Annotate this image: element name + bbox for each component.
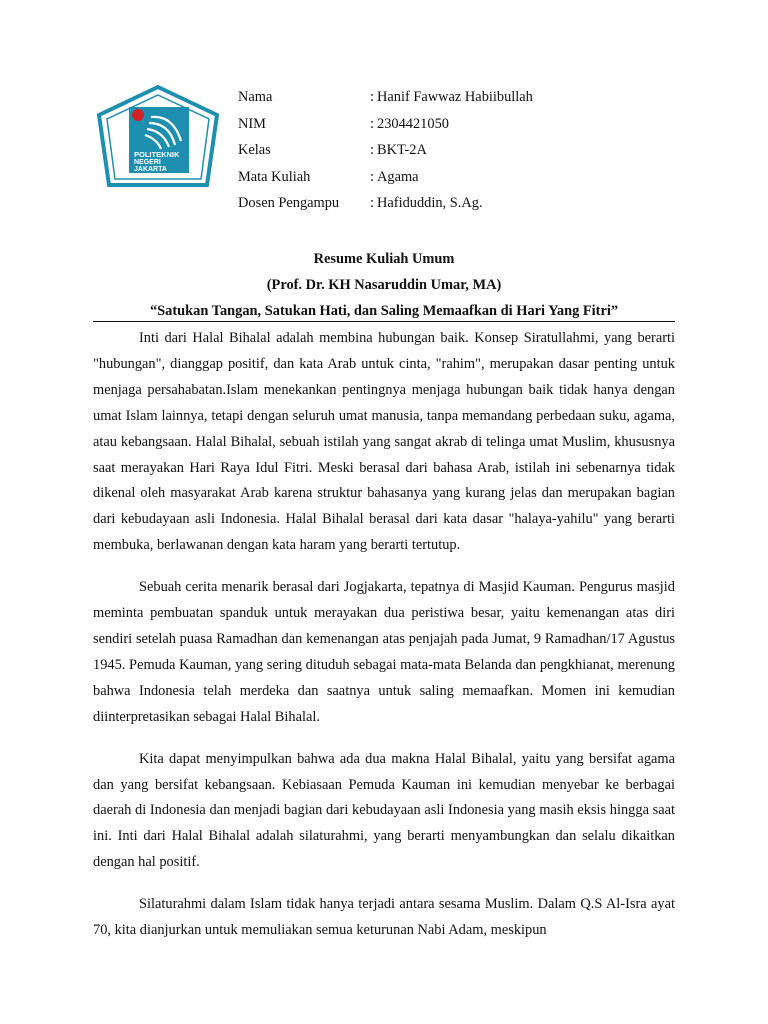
info-value: Hafiduddin, S.Ag.	[377, 195, 483, 212]
info-value: BKT-2A	[377, 142, 427, 159]
info-value: Hanif Fawwaz Habiibullah	[377, 89, 533, 105]
logo-text-line2: NEGERI	[134, 159, 161, 166]
student-info	[238, 84, 533, 217]
logo-text-line1: POLITEKNIK	[134, 150, 180, 159]
info-separator: :	[370, 195, 374, 212]
body-paragraph: Sebuah cerita menarik berasal dari Jogjakarta, tepatnya di Masjid Kauman. Pengurus masjid meminta pembuatan spanduk untuk merayakan dua peristiwa besar, yaitu kemenangan atas diri sendiri setelah puasa Ramadhan dan kemenangan atas penjajah pada Jumat, 9 Ramadhan/17 Agustus 1945. Pemuda Kauman, yang sering dituduh sebagai mata-mata Belanda dan pengkhianat, merenung bahwa Indonesia telah merdeka dan saatnya untuk saling memaafkan. Momen ini kemudian diinterpretasikan sebagai Halal Bihalal.	[93, 579, 675, 725]
title-divider	[93, 321, 675, 322]
info-row-class	[238, 137, 533, 164]
logo-red-dot	[132, 109, 144, 121]
body-paragraph: Silaturahmi dalam Islam tidak hanya terjadi antara sesama Muslim. Dalam Q.S Al-Isra ayat 70, kita dianjurkan untuk memuliakan semua keturunan Nabi Adam, meskipun	[93, 896, 675, 939]
body-paragraph: Inti dari Halal Bihalal adalah membina hubungan baik. Konsep Siratullahmi, yang berarti "hubungan", dianggap positif, dan kata Arab untuk cinta, "rahim", merupakan dasar penting untuk menjaga persahabatan.Islam menekankan pentingnya menjaga hubungan baik tidak hanya dengan umat Islam lainnya, tetapi dengan seluruh umat manusia, tanpa memandang perbedaan suku, agama, atau kebangsaan. Halal Bihalal, sebuah istilah yang sangat akrab di telinga umat Muslim, khususnya saat merayakan Hari Raya Idul Fitri. Meski berasal dari bahasa Arab, istilah ini sebenarnya tidak dikenal oleh masyarakat Arab karena struktur bahasanya yang kurang jelas dan merupakan bagian dari kebudayaan asli Indonesia. Halal Bihalal berasal dari kata dasar "halaya-yahilu" yang berarti membuka, berlawanan dengan kata haram yang berarti tertutup.	[93, 330, 675, 554]
title-line2: (Prof. Dr. KH Nasaruddin Umar, MA)	[266, 277, 502, 293]
resume-body	[93, 326, 675, 960]
info-row-course	[238, 164, 533, 191]
politeknik-negeri-jakarta-logo	[93, 85, 223, 191]
info-value: Agama	[377, 168, 419, 185]
info-row-nim	[238, 111, 533, 138]
info-label: Nama	[238, 89, 273, 105]
info-label: Dosen Pengampu	[238, 195, 340, 212]
info-row-name	[238, 84, 533, 111]
title-line3: “Satukan Tangan, Satukan Hati, dan Saling Memaafkan di Hari Yang Fitri”	[149, 303, 619, 319]
info-separator: :	[370, 168, 374, 185]
info-separator: :	[370, 89, 374, 105]
info-value: 2304421050	[377, 115, 449, 132]
info-label: Kelas	[238, 142, 271, 159]
info-label: NIM	[238, 115, 266, 132]
logo-text-line3: JAKARTA	[134, 166, 167, 173]
info-separator: :	[370, 115, 374, 132]
info-label: Mata Kuliah	[238, 168, 311, 185]
body-paragraph: Kita dapat menyimpulkan bahwa ada dua makna Halal Bihalal, yaitu yang bersifat agama dan yang bersifat kebangsaan. Kebiasaan Pemuda Kauman ini kemudian menyebar ke berbagai daerah di Indonesia dan menjadi bagian dari kebudayaan asli Indonesia yang masih eksis hingga saat ini. Inti dari Halal Bihalal adalah silaturahmi, yang berarti menyambungkan dan selalu dikaitkan dengan hal positif.	[93, 750, 675, 871]
info-row-lecturer	[238, 190, 533, 217]
info-separator: :	[370, 142, 374, 159]
title-line1: Resume Kuliah Umum	[313, 251, 455, 267]
resume-title	[93, 246, 675, 324]
